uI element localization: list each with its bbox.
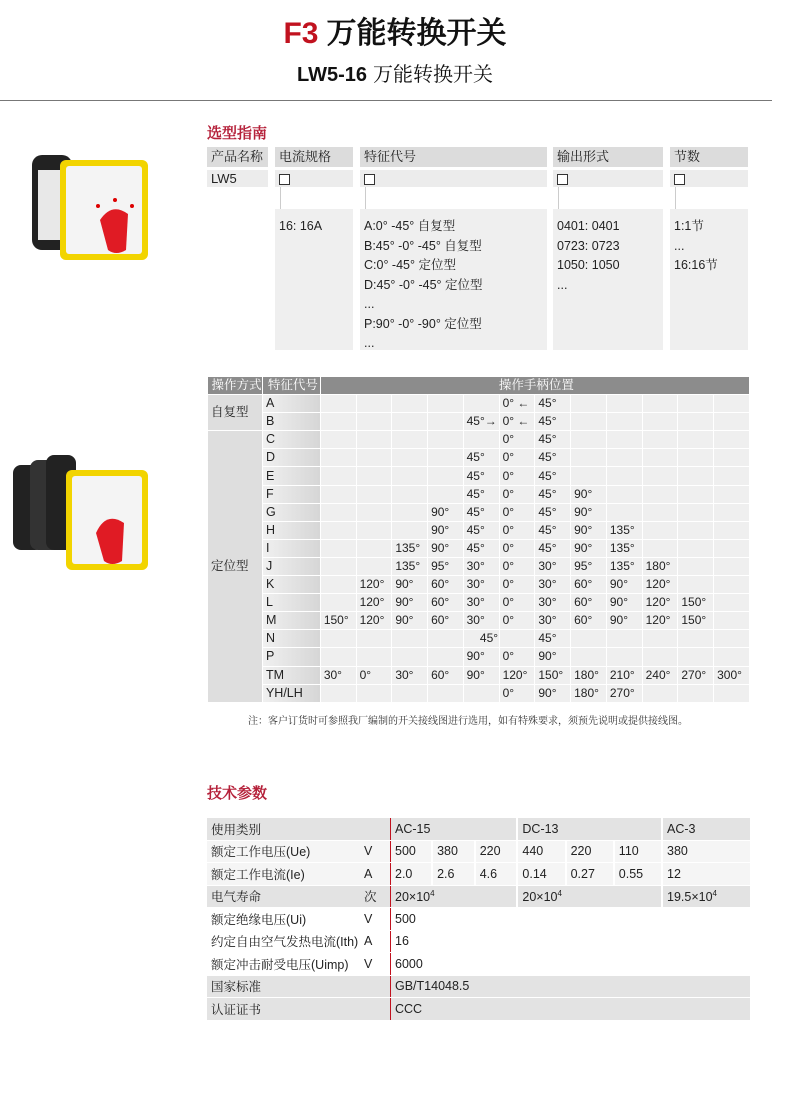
position-cell: [392, 630, 427, 647]
position-cell: 0°: [500, 648, 535, 665]
guide-output-box: [553, 170, 663, 187]
position-cell: 120°: [357, 612, 392, 629]
position-cell: [678, 540, 713, 557]
position-cell: 45°: [464, 486, 499, 503]
position-cell: 135°: [392, 558, 427, 575]
position-cell: [357, 413, 392, 430]
position-cell: 0°: [500, 576, 535, 593]
position-cell: 0°: [500, 486, 535, 503]
position-cell: [714, 630, 749, 647]
position-cell: [678, 486, 713, 503]
placeholder-box-icon: [557, 174, 568, 185]
position-cell: [571, 449, 606, 466]
table-row: 电气寿命 次 $20\times 10^4$ $20\times 10^4$ $19.5\times 10^4$: [207, 886, 750, 908]
position-cell: 45°: [535, 486, 570, 503]
guide-sections-box: [670, 170, 748, 187]
table-row: [208, 648, 749, 665]
position-cell: [678, 431, 713, 448]
table-row: [208, 395, 749, 412]
position-cell: [678, 467, 713, 484]
position-cell: [321, 522, 356, 539]
table-row: [208, 630, 749, 647]
position-cell: [357, 486, 392, 503]
position-cell: 90°: [607, 576, 642, 593]
position-cell: [357, 431, 392, 448]
position-cell: [357, 522, 392, 539]
position-cell: [643, 449, 678, 466]
position-cell: 45°: [535, 540, 570, 557]
position-cell: [714, 612, 749, 629]
table-row: [208, 612, 749, 629]
position-cell: 300°: [714, 667, 749, 684]
position-cell: 0°: [500, 431, 535, 448]
placeholder-box-icon: [674, 174, 685, 185]
code-cell: L: [263, 594, 320, 611]
position-cell: [357, 395, 392, 412]
position-cell: [714, 504, 749, 521]
position-cell: 90°: [535, 648, 570, 665]
position-cell: [321, 685, 356, 702]
switch-multi-section-image: [8, 445, 153, 580]
table-row: 约定自由空气发热电流(Ith) A 16: [207, 931, 750, 953]
guide-header-product: 产品名称: [207, 147, 268, 167]
position-cell: [678, 504, 713, 521]
position-cell: [321, 540, 356, 557]
position-cell: 0° ←: [500, 413, 535, 430]
position-cell: 0° ←: [500, 395, 535, 412]
position-cell: [357, 685, 392, 702]
handle-position-table: [207, 376, 750, 703]
code-cell: E: [263, 467, 320, 484]
position-cell: [678, 558, 713, 575]
position-cell: 95°: [428, 558, 463, 575]
position-cell: [714, 431, 749, 448]
code-cell: M: [263, 612, 320, 629]
position-cell: [714, 395, 749, 412]
position-cell: [714, 449, 749, 466]
position-cell: 30°: [321, 667, 356, 684]
table-row: 国家标准 GB/T14048.5: [207, 976, 750, 998]
code-cell: K: [263, 576, 320, 593]
position-cell: [607, 648, 642, 665]
page-title: F3 万能转换开关: [283, 17, 507, 50]
position-cell: 60°: [428, 667, 463, 684]
position-cell: 0°: [500, 612, 535, 629]
position-cell: 270°: [607, 685, 642, 702]
position-cell: 90°: [392, 612, 427, 629]
table-row: [208, 413, 749, 430]
position-cell: [500, 630, 535, 647]
position-cell: 90°: [428, 540, 463, 557]
position-cell: [571, 413, 606, 430]
position-cell: 120°: [357, 576, 392, 593]
position-cell: [392, 467, 427, 484]
placeholder-box-icon: [279, 174, 290, 185]
position-cell: [428, 685, 463, 702]
position-cell: [607, 504, 642, 521]
position-cell: [714, 648, 749, 665]
position-cell: [321, 413, 356, 430]
position-cell: [321, 431, 356, 448]
position-cell: 135°: [607, 558, 642, 575]
position-cell: 120°: [357, 594, 392, 611]
position-cell: 150°: [678, 594, 713, 611]
position-cell: 30°: [535, 558, 570, 575]
table-row: [208, 685, 749, 702]
position-cell: 90°: [392, 576, 427, 593]
position-cell: 0°: [500, 558, 535, 575]
position-cell: [392, 413, 427, 430]
position-cell: 90°: [571, 486, 606, 503]
table-row: [208, 594, 749, 611]
position-cell: [392, 431, 427, 448]
position-cell: 0°: [357, 667, 392, 684]
guide-header-sections: 节数: [670, 147, 748, 167]
selection-guide-title: 选型指南: [207, 125, 268, 142]
position-cell: 45°→: [464, 413, 499, 430]
position-cell: [321, 449, 356, 466]
position-cell: 180°: [571, 685, 606, 702]
code-cell: YH/LH: [263, 685, 320, 702]
position-cell: [392, 522, 427, 539]
position-cell: [321, 630, 356, 647]
guide-header-current: 电流规格: [275, 147, 353, 167]
position-cell: [464, 685, 499, 702]
position-cell: 90°: [571, 540, 606, 557]
position-cell: 90°: [464, 648, 499, 665]
position-cell: [321, 594, 356, 611]
position-cell: 90°: [607, 612, 642, 629]
code-cell: G: [263, 504, 320, 521]
position-cell: 45°: [535, 431, 570, 448]
position-cell: [357, 648, 392, 665]
position-cell: 30°: [535, 594, 570, 611]
table-row: [208, 522, 749, 539]
position-cell: [678, 449, 713, 466]
guide-sections-options: 1:1节 ... 16:16节: [670, 209, 748, 350]
position-cell: [428, 431, 463, 448]
table-row: [208, 486, 749, 503]
position-cell: [321, 467, 356, 484]
position-cell: [428, 395, 463, 412]
position-cell: 60°: [428, 576, 463, 593]
position-cell: [643, 467, 678, 484]
position-cell: 45°: [535, 630, 570, 647]
code-cell: TM: [263, 667, 320, 684]
position-cell: [607, 431, 642, 448]
header-code: 特征代号: [263, 377, 320, 394]
position-cell: [678, 630, 713, 647]
mode-cell: 定位型: [208, 431, 262, 701]
header-positions: 操作手柄位置: [321, 377, 749, 394]
position-cell: 30°: [464, 594, 499, 611]
position-cell: [607, 486, 642, 503]
mode-cell: 自复型: [208, 395, 262, 430]
position-cell: [678, 685, 713, 702]
position-cell: [714, 558, 749, 575]
position-cell: [678, 648, 713, 665]
table-row: [208, 540, 749, 557]
table-row: [208, 558, 749, 575]
tech-params-table: [207, 817, 750, 1021]
position-cell: [643, 648, 678, 665]
position-cell: 135°: [607, 540, 642, 557]
position-cell: 45°: [535, 504, 570, 521]
position-cell: [357, 467, 392, 484]
position-cell: 30°: [392, 667, 427, 684]
guide-current-options: 16: 16A: [275, 209, 353, 350]
position-cell: [357, 630, 392, 647]
position-cell: 90°: [392, 594, 427, 611]
code-cell: A: [263, 395, 320, 412]
position-cell: [321, 395, 356, 412]
position-cell: [607, 449, 642, 466]
position-cell: [571, 431, 606, 448]
position-cell: [607, 395, 642, 412]
switch-product-image: [20, 140, 155, 270]
position-cell: [714, 486, 749, 503]
position-cell: [428, 413, 463, 430]
position-cell: 120°: [500, 667, 535, 684]
code-cell: C: [263, 431, 320, 448]
position-cell: [678, 522, 713, 539]
position-cell: [607, 467, 642, 484]
position-cell: 0°: [500, 540, 535, 557]
code-cell: N: [263, 630, 320, 647]
position-cell: [714, 467, 749, 484]
guide-product-value: LW5: [207, 170, 268, 187]
position-cell: [643, 630, 678, 647]
guide-header-output: 输出形式: [553, 147, 663, 167]
position-cell: [607, 630, 642, 647]
position-cell: [321, 576, 356, 593]
position-cell: 60°: [571, 612, 606, 629]
position-cell: 45°: [464, 504, 499, 521]
position-cell: [607, 413, 642, 430]
position-cell: 210°: [607, 667, 642, 684]
position-cell: 0°: [500, 522, 535, 539]
position-cell: [678, 576, 713, 593]
position-cell: 30°: [464, 612, 499, 629]
position-cell: 45°: [464, 449, 499, 466]
table-row: [208, 576, 749, 593]
position-cell: [464, 395, 499, 412]
position-cell: [392, 395, 427, 412]
table-row: [208, 667, 749, 684]
table-row: [208, 449, 749, 466]
position-cell: [321, 504, 356, 521]
table-row: 额定工作电压(Ue) V 500 380 220 440 220 110 380: [207, 841, 750, 863]
placeholder-box-icon: [364, 174, 375, 185]
table-row: [208, 504, 749, 521]
position-cell: 120°: [643, 612, 678, 629]
position-cell: 180°: [571, 667, 606, 684]
position-cell: 240°: [643, 667, 678, 684]
divider: [0, 100, 772, 101]
position-cell: [714, 540, 749, 557]
position-cell: 135°: [607, 522, 642, 539]
guide-current-box: [275, 170, 353, 187]
position-cell: [357, 558, 392, 575]
position-cell: [428, 467, 463, 484]
table-row: 使用类别 AC-15 DC-13 AC-3: [207, 818, 750, 840]
position-cell: 45°: [464, 522, 499, 539]
position-cell: [571, 648, 606, 665]
position-cell: [571, 467, 606, 484]
position-cell: 180°: [643, 558, 678, 575]
position-cell: [392, 685, 427, 702]
position-cell: [428, 630, 463, 647]
position-cell: 95°: [571, 558, 606, 575]
position-cell: 0°: [500, 685, 535, 702]
position-cell: [714, 413, 749, 430]
position-cell: [714, 685, 749, 702]
position-cell: [643, 431, 678, 448]
position-cell: 45°: [464, 467, 499, 484]
position-cell: 90°: [535, 685, 570, 702]
position-cell: [428, 449, 463, 466]
position-cell: [714, 576, 749, 593]
position-cell: [321, 558, 356, 575]
position-cell: [464, 431, 499, 448]
position-cell: 45°: [535, 522, 570, 539]
position-cell: 90°: [428, 504, 463, 521]
position-cell: [392, 449, 427, 466]
position-cell: 90°: [571, 522, 606, 539]
guide-code-options: A:0° -45° 自复型 B:45° -0° -45° 自复型 C:0° -45° 定位型 D:45° -0° -45° 定位型 ... P:90° -0° -90° 定位型 ...: [360, 209, 547, 350]
position-cell: [428, 486, 463, 503]
position-cell: 120°: [643, 576, 678, 593]
table-note: 注：客户订货时可参照我厂编制的开关接线图进行选用，如有特殊要求，须预先说明或提供接线图。: [248, 716, 688, 727]
position-cell: 150°: [678, 612, 713, 629]
code-cell: I: [263, 540, 320, 557]
position-cell: [321, 648, 356, 665]
position-cell: 45°: [535, 413, 570, 430]
code-cell: J: [263, 558, 320, 575]
position-cell: [678, 395, 713, 412]
position-cell: 0°: [500, 594, 535, 611]
position-cell: [392, 648, 427, 665]
position-cell: 30°: [535, 576, 570, 593]
position-cell: [357, 504, 392, 521]
position-cell: [643, 395, 678, 412]
code-cell: D: [263, 449, 320, 466]
code-cell: P: [263, 648, 320, 665]
position-cell: 0°: [500, 467, 535, 484]
position-cell: [428, 648, 463, 665]
table-row: 额定绝缘电压(Ui) V 500: [207, 908, 750, 930]
position-cell: [643, 522, 678, 539]
code-cell: F: [263, 486, 320, 503]
position-cell: 0°: [500, 449, 535, 466]
header-mode: 操作方式: [208, 377, 262, 394]
guide-output-options: 0401: 0401 0723: 0723 1050: 1050 ...: [553, 209, 663, 350]
position-cell: [714, 594, 749, 611]
position-cell: [643, 413, 678, 430]
position-cell: [392, 486, 427, 503]
position-cell: 90°: [607, 594, 642, 611]
position-cell: 60°: [428, 594, 463, 611]
code-cell: H: [263, 522, 320, 539]
position-cell: [714, 522, 749, 539]
position-cell: 120°: [643, 594, 678, 611]
position-cell: 60°: [571, 594, 606, 611]
page-subtitle: LW5-16 万能转换开关: [296, 64, 494, 86]
position-cell: 30°: [464, 558, 499, 575]
position-cell: [678, 413, 713, 430]
position-cell: [643, 685, 678, 702]
code-cell: B: [263, 413, 320, 430]
position-cell: 30°: [464, 576, 499, 593]
position-cell: 150°: [321, 612, 356, 629]
table-row: 认证证书 CCC: [207, 998, 750, 1020]
position-cell: 90°: [428, 522, 463, 539]
position-cell: [643, 486, 678, 503]
position-cell: 90°: [464, 667, 499, 684]
table-row: 额定工作电流(Ie) A 2.0 2.6 4.6 0.14 0.27 0.55 12: [207, 863, 750, 885]
tech-params-title: 技术参数: [207, 785, 268, 802]
guide-header-code: 特征代号: [360, 147, 547, 167]
position-cell: [357, 449, 392, 466]
table-row: [208, 431, 749, 448]
position-cell: 0°: [500, 504, 535, 521]
position-cell: [571, 630, 606, 647]
position-cell: [357, 540, 392, 557]
position-cell: 150°: [535, 667, 570, 684]
position-cell: 60°: [571, 576, 606, 593]
position-cell: 45°: [535, 467, 570, 484]
position-cell: 30°: [535, 612, 570, 629]
table-row: [208, 467, 749, 484]
position-cell: [643, 504, 678, 521]
position-cell: 45°: [464, 540, 499, 557]
position-cell: 90°: [571, 504, 606, 521]
position-cell: [571, 395, 606, 412]
position-cell: [321, 486, 356, 503]
position-cell: 270°: [678, 667, 713, 684]
position-cell: [392, 504, 427, 521]
guide-code-box: [360, 170, 547, 187]
position-cell: [643, 540, 678, 557]
position-cell: 45°: [535, 449, 570, 466]
position-cell: 45°: [535, 395, 570, 412]
position-cell: 135°: [392, 540, 427, 557]
table-row: 额定冲击耐受电压(Uimp) V 6000: [207, 953, 750, 975]
position-cell: 60°: [428, 612, 463, 629]
position-cell: 45°: [464, 630, 499, 647]
